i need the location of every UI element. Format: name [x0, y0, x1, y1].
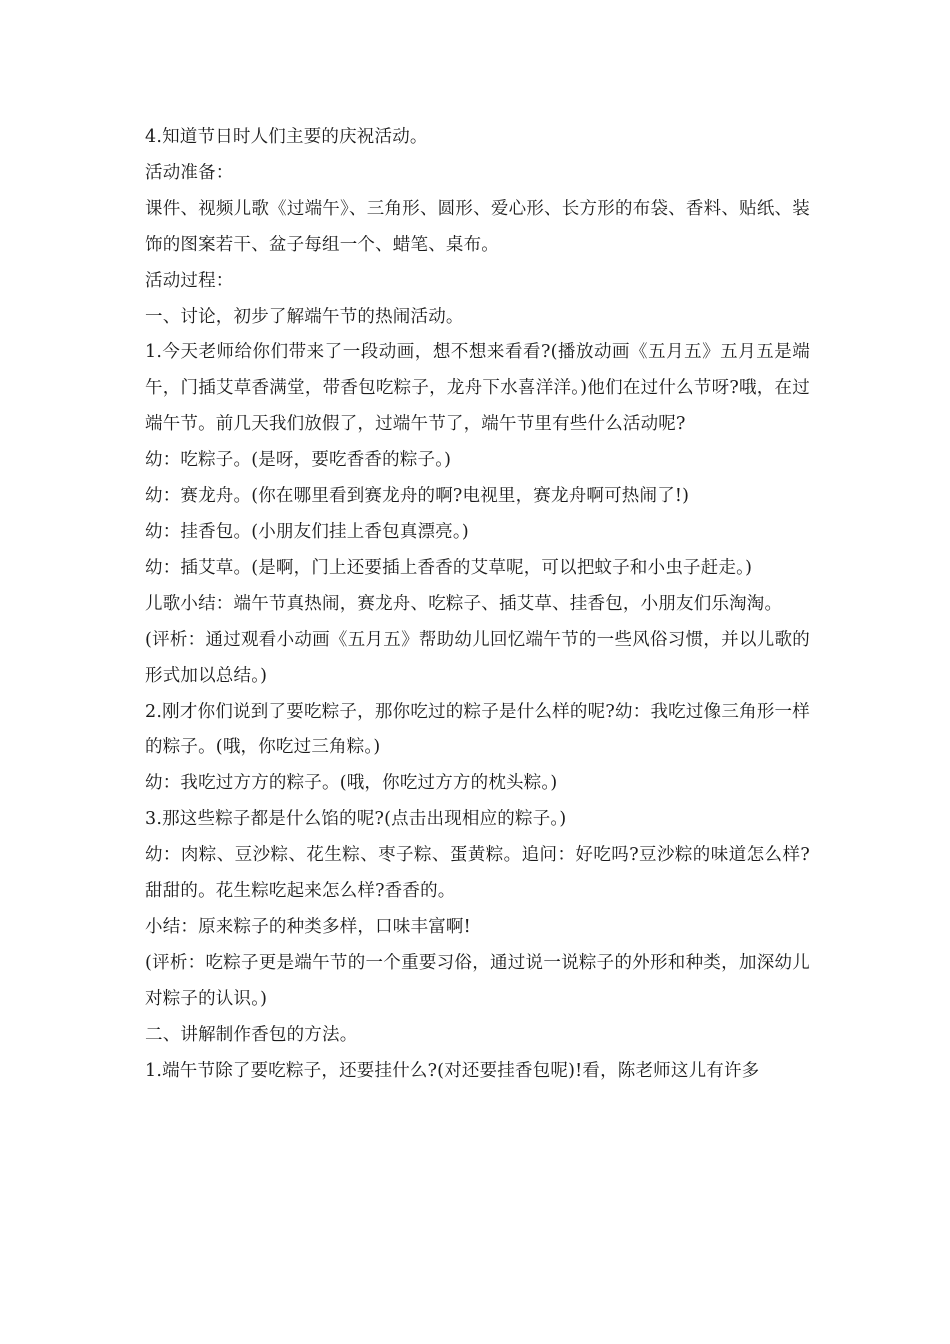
section-heading-1: 一、讨论，初步了解端午节的热闹活动。 [145, 306, 464, 327]
dialogue-line: 幼：插艾草。(是啊，门上还要插上香香的艾草呢，可以把蚊子和小虫子赶走。) [145, 557, 753, 578]
paragraph-step-2: 2.刚才你们说到了要吃粽子，那你吃过的粽子是什么样的呢?幼：我吃过像三角形一样的粽子。(哦，你吃过三角粽。) [145, 701, 810, 758]
paragraph-summary: 小结：原来粽子的种类多样，口味丰富啊! [145, 916, 471, 937]
paragraph-comment: (评析：通过观看小动画《五月五》帮助幼儿回忆端午节的一些风俗习惯，并以儿歌的形式加以总结。) [145, 629, 810, 686]
paragraph-rhyme-summary: 儿歌小结：端午节真热闹，赛龙舟、吃粽子、插艾草、挂香包，小朋友们乐淘淘。 [145, 593, 783, 614]
paragraph-comment: (评析：吃粽子更是端午节的一个重要习俗，通过说一说粽子的外形和种类，加深幼儿对粽子的认识。) [145, 952, 810, 1009]
paragraph-step-1-sachet: 1.端午节除了要吃粽子，还要挂什么?(对还要挂香包呢)!看，陈老师这儿有许多 [145, 1060, 760, 1081]
dialogue-line: 幼：挂香包。(小朋友们挂上香包真漂亮。) [145, 521, 469, 542]
heading-process: 活动过程： [145, 270, 234, 291]
dialogue-line: 幼：肉粽、豆沙粽、花生粽、枣子粽、蛋黄粽。追问：好吃吗?豆沙粽的味道怎么样?甜甜的。花生粽吃起来怎么样?香香的。 [145, 845, 810, 902]
paragraph-materials: 课件、视频儿歌《过端午》、三角形、圆形、爱心形、长方形的布袋、香料、贴纸、装饰的图案若干、盆子每组一个、蜡笔、桌布。 [145, 198, 810, 255]
heading-preparation: 活动准备： [145, 162, 234, 183]
dialogue-line: 幼：我吃过方方的粽子。(哦，你吃过方方的枕头粽。) [145, 773, 558, 794]
paragraph-step-1: 1.今天老师给你们带来了一段动画，想不想来看看?(播放动画《五月五》五月五是端午，门插艾草香满堂，带香包吃粽子，龙舟下水喜洋洋。)他们在过什么节呀?哦，在过端午节。前几天我们放假了，过端午节了，端午节里有些什么活动呢? [145, 342, 810, 435]
section-heading-2: 二、讲解制作香包的方法。 [145, 1024, 358, 1045]
paragraph-step-3: 3.那这些粽子都是什么馅的呢?(点击出现相应的粽子。) [145, 809, 567, 830]
paragraph-objective-4: 4.知道节日时人们主要的庆祝活动。 [145, 127, 428, 147]
dialogue-line: 幼：吃粽子。(是呀，要吃香香的粽子。) [145, 450, 452, 471]
document-body [145, 120, 810, 1089]
dialogue-line: 幼：赛龙舟。(你在哪里看到赛龙舟的啊?电视里，赛龙舟啊可热闹了!) [145, 486, 690, 507]
